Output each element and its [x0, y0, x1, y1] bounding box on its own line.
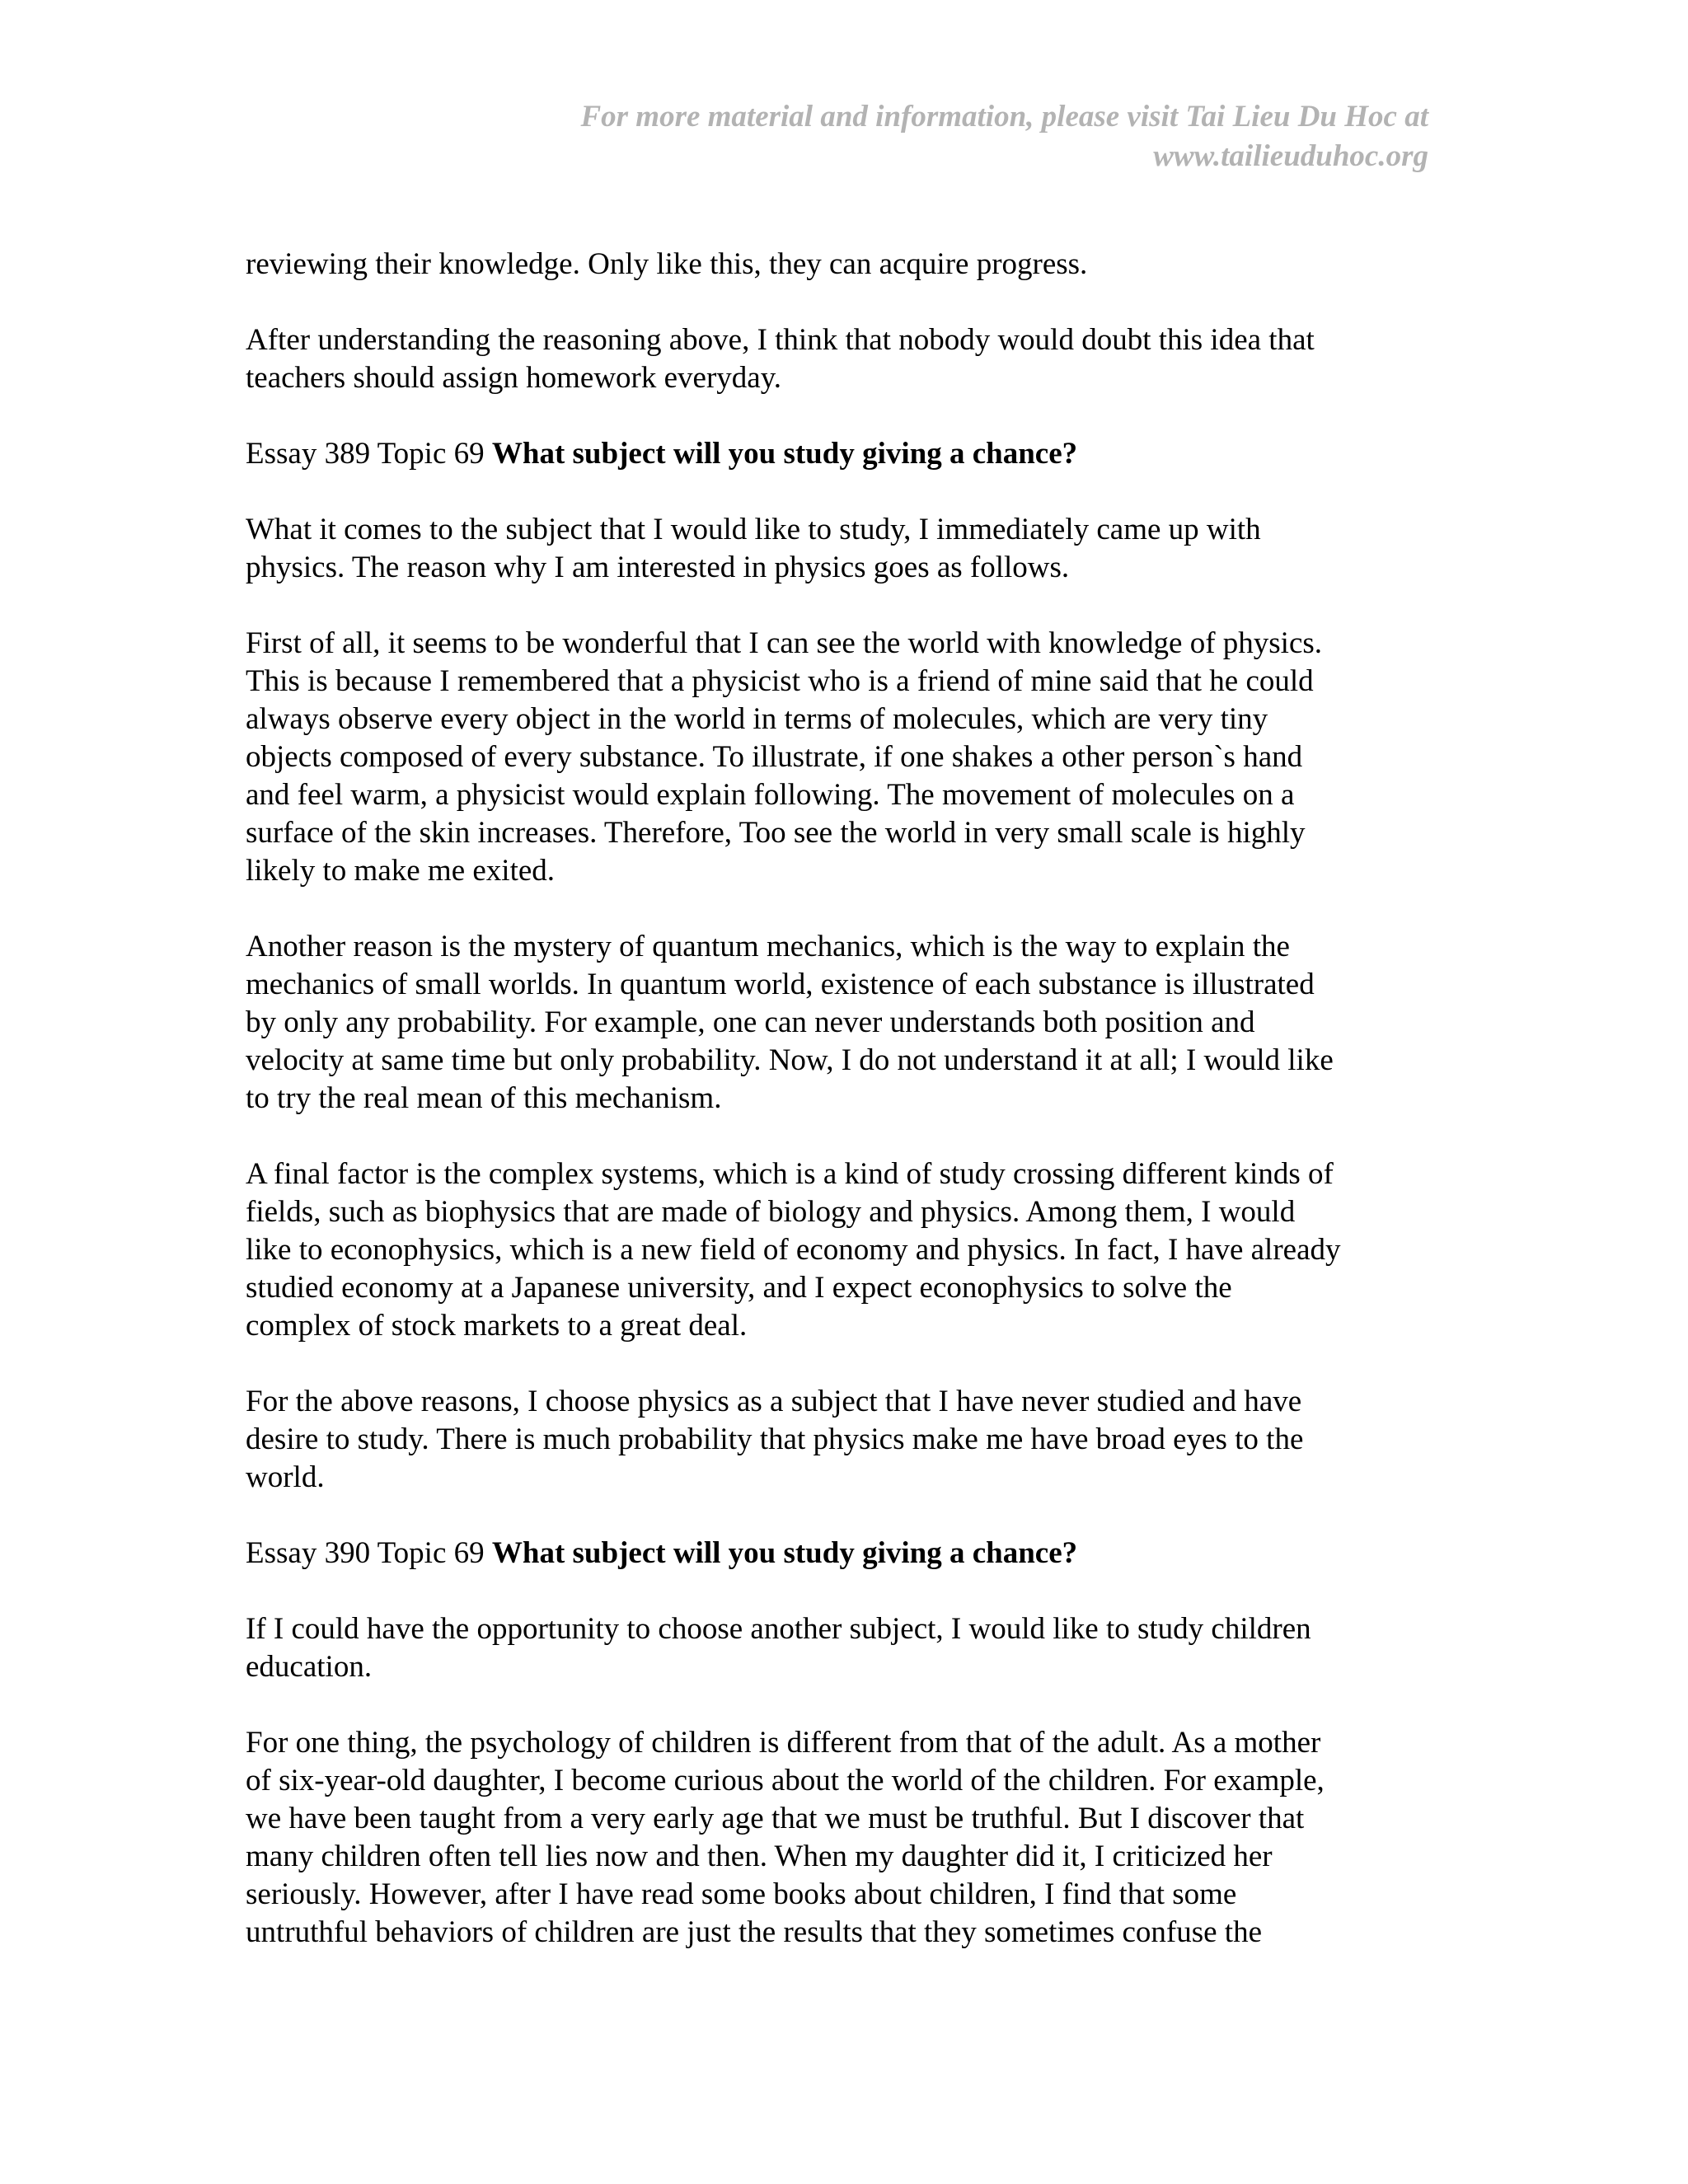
- paragraph: [246, 625, 1465, 890]
- paragraph-line: If I could have the opportunity to choose another subject, I would like to study children: [246, 1612, 1311, 1646]
- paragraph-line: After understanding the reasoning above, I think that nobody would doubt this idea that: [246, 323, 1315, 357]
- essay-heading: [246, 435, 1465, 473]
- document-body: [246, 246, 1465, 1990]
- paragraph-line: This is because I remembered that a physicist who is a friend of mine said that he could: [246, 664, 1314, 698]
- paragraph: [246, 1724, 1465, 1952]
- paragraph-line: A final factor is the complex systems, which is a kind of study crossing different kinds of: [246, 1157, 1334, 1191]
- paragraph: [246, 246, 1465, 284]
- paragraph-line: many children often tell lies now and then. When my daughter did it, I criticized her: [246, 1840, 1273, 1873]
- paragraph-line: education.: [246, 1650, 373, 1684]
- paragraph-line: studied economy at a Japanese university, and I expect econophysics to solve the: [246, 1271, 1232, 1305]
- paragraph-line: always observe every object in the world in terms of molecules, which are very tiny: [246, 702, 1268, 736]
- paragraph: [246, 511, 1465, 587]
- paragraph: [246, 1610, 1465, 1686]
- paragraph-line: world.: [246, 1460, 325, 1494]
- paragraph-line: For one thing, the psychology of children is different from that of the adult. As a mother: [246, 1726, 1321, 1760]
- essay-number: Essay 390 Topic 69: [246, 1536, 492, 1570]
- paragraph-line: desire to study. There is much probability that physics make me have broad eyes to the: [246, 1422, 1304, 1456]
- header-line-1: For more material and information, please visit Tai Lieu Du Hoc at: [580, 100, 1428, 134]
- paragraph-line: surface of the skin increases. Therefore, Too see the world in very small scale is highly: [246, 816, 1306, 850]
- paragraph: [246, 1155, 1465, 1345]
- essay-title: What subject will you study giving a chance?: [491, 1536, 1078, 1570]
- essay-title: What subject will you study giving a chance?: [491, 437, 1078, 471]
- paragraph-line: seriously. However, after I have read some books about children, I find that some: [246, 1877, 1237, 1911]
- essay-number: Essay 389 Topic 69: [246, 437, 492, 471]
- paragraph-line: teachers should assign homework everyday.: [246, 361, 782, 395]
- page-header: [439, 97, 1428, 176]
- paragraph-line: of six-year-old daughter, I become curious about the world of the children. For example,: [246, 1764, 1325, 1797]
- paragraph: [246, 1383, 1465, 1497]
- paragraph-line: What it comes to the subject that I would like to study, I immediately came up with: [246, 513, 1261, 546]
- essay-heading: [246, 1535, 1465, 1572]
- paragraph: [246, 321, 1465, 397]
- paragraph-line: fields, such as biophysics that are made of biology and physics. Among them, I would: [246, 1195, 1296, 1229]
- paragraph-line: objects composed of every substance. To illustrate, if one shakes a other person`s hand: [246, 740, 1303, 774]
- paragraph-line: we have been taught from a very early age that we must be truthful. But I discover that: [246, 1802, 1305, 1835]
- header-line-2: www.tailieuduhoc.org: [1153, 139, 1428, 173]
- paragraph-line: For the above reasons, I choose physics as a subject that I have never studied and have: [246, 1385, 1302, 1418]
- paragraph-line: physics. The reason why I am interested in physics goes as follows.: [246, 551, 1070, 584]
- paragraph: [246, 928, 1465, 1118]
- paragraph-line: complex of stock markets to a great deal.: [246, 1309, 748, 1343]
- paragraph-line: by only any probability. For example, one can never understands both position and: [246, 1005, 1255, 1039]
- paragraph-line: untruthful behaviors of children are just the results that they sometimes confuse the: [246, 1915, 1263, 1949]
- paragraph-line: likely to make me exited.: [246, 854, 556, 888]
- paragraph-line: and feel warm, a physicist would explain following. The movement of molecules on a: [246, 778, 1295, 812]
- paragraph-line: Another reason is the mystery of quantum mechanics, which is the way to explain the: [246, 930, 1290, 963]
- paragraph-line: reviewing their knowledge. Only like this, they can acquire progress.: [246, 247, 1088, 281]
- paragraph-line: mechanics of small worlds. In quantum world, existence of each substance is illustrated: [246, 968, 1315, 1001]
- paragraph-line: velocity at same time but only probability. Now, I do not understand it at all; I would like: [246, 1043, 1334, 1077]
- paragraph-line: to try the real mean of this mechanism.: [246, 1081, 722, 1115]
- paragraph-line: First of all, it seems to be wonderful that I can see the world with knowledge of physics.: [246, 626, 1323, 660]
- paragraph-line: like to econophysics, which is a new field of economy and physics. In fact, I have already: [246, 1233, 1341, 1267]
